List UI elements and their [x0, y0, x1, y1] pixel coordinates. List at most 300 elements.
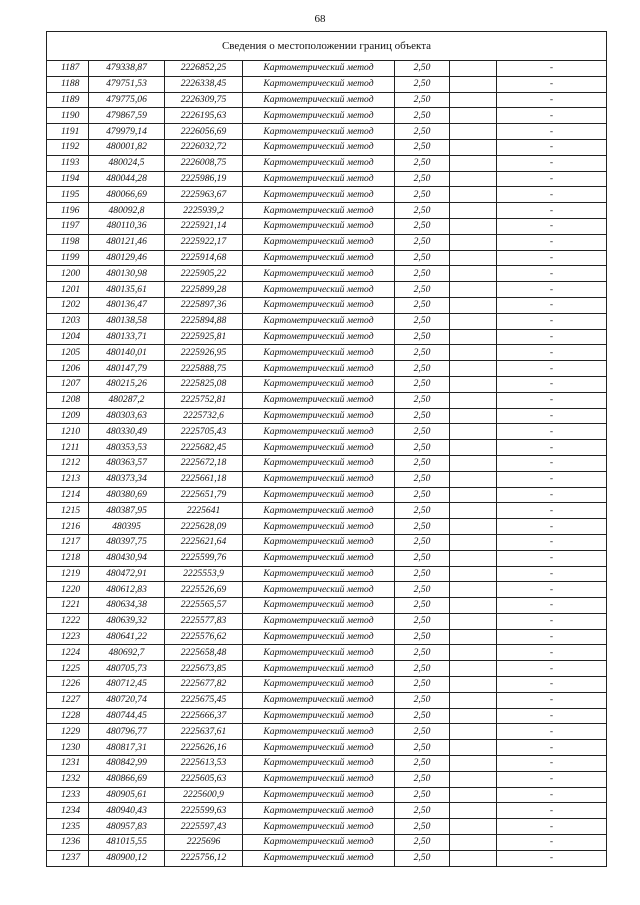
table-cell: -	[497, 361, 607, 377]
table-cell: Картометрический метод	[243, 408, 395, 424]
table-cell: 2225963,67	[165, 187, 243, 203]
table-cell: 479775,06	[89, 92, 165, 108]
table-cell	[450, 139, 497, 155]
table-cell: 480472,91	[89, 566, 165, 582]
table-row	[47, 392, 607, 408]
table-cell: 1195	[47, 187, 89, 203]
table-cell: 1207	[47, 376, 89, 392]
table-cell: Картометрический метод	[243, 203, 395, 219]
table-cell: -	[497, 155, 607, 171]
table-cell: 480380,69	[89, 487, 165, 503]
table-cell: 2,50	[395, 787, 450, 803]
table-cell: 2225673,85	[165, 661, 243, 677]
table-cell: 2,50	[395, 250, 450, 266]
table-cell: 480387,95	[89, 503, 165, 519]
table-cell: 480957,83	[89, 819, 165, 835]
table-cell: 480796,77	[89, 724, 165, 740]
table-cell	[450, 250, 497, 266]
table-cell: -	[497, 203, 607, 219]
table-cell: -	[497, 250, 607, 266]
table-row	[47, 550, 607, 566]
table-cell: 480353,53	[89, 440, 165, 456]
table-cell: -	[497, 819, 607, 835]
table-cell: -	[497, 92, 607, 108]
table-row	[47, 803, 607, 819]
table-cell: 2,50	[395, 108, 450, 124]
table-cell: Картометрический метод	[243, 266, 395, 282]
table-cell: -	[497, 187, 607, 203]
table-cell: 2225682,45	[165, 440, 243, 456]
table-cell: Картометрический метод	[243, 187, 395, 203]
table-cell: 2225641	[165, 503, 243, 519]
table-cell: 480130,98	[89, 266, 165, 282]
table-cell: 2,50	[395, 440, 450, 456]
table-cell: 1212	[47, 455, 89, 471]
table-cell: -	[497, 124, 607, 140]
table-cell: Картометрический метод	[243, 376, 395, 392]
table-cell	[450, 282, 497, 298]
table-cell	[450, 534, 497, 550]
table-cell: 1201	[47, 282, 89, 298]
table-cell: 480044,28	[89, 171, 165, 187]
table-cell: -	[497, 661, 607, 677]
table-cell: Картометрический метод	[243, 692, 395, 708]
table-cell: 1189	[47, 92, 89, 108]
table-cell	[450, 203, 497, 219]
table-row	[47, 329, 607, 345]
table-cell: 2225626,16	[165, 740, 243, 756]
table-cell: 2225621,64	[165, 534, 243, 550]
table-cell: 1223	[47, 629, 89, 645]
table-cell: -	[497, 645, 607, 661]
table-cell: 2,50	[395, 519, 450, 535]
table-cell: Картометрический метод	[243, 677, 395, 693]
table-cell	[450, 361, 497, 377]
table-cell: 480866,69	[89, 771, 165, 787]
table-cell: Картометрический метод	[243, 329, 395, 345]
table-row	[47, 787, 607, 803]
table-cell	[450, 787, 497, 803]
table-cell: 1224	[47, 645, 89, 661]
table-cell: Картометрический метод	[243, 850, 395, 866]
table-cell: 2,50	[395, 677, 450, 693]
table-cell: -	[497, 171, 607, 187]
table-cell: 2,50	[395, 661, 450, 677]
table-cell: 2,50	[395, 835, 450, 851]
table-cell: 2,50	[395, 455, 450, 471]
table-cell: 2226195,63	[165, 108, 243, 124]
table-cell: Картометрический метод	[243, 771, 395, 787]
table-cell: 1231	[47, 756, 89, 772]
table-cell: 2225939,2	[165, 203, 243, 219]
table-row	[47, 234, 607, 250]
table-cell: -	[497, 345, 607, 361]
table-cell: -	[497, 519, 607, 535]
table-cell: -	[497, 471, 607, 487]
table-cell: 2225752,81	[165, 392, 243, 408]
table-cell: Картометрический метод	[243, 613, 395, 629]
table-cell	[450, 108, 497, 124]
table-row	[47, 566, 607, 582]
table-cell: Картометрический метод	[243, 250, 395, 266]
table-cell: -	[497, 708, 607, 724]
table-cell: 480110,36	[89, 218, 165, 234]
table-cell: 2,50	[395, 613, 450, 629]
table-cell: 2,50	[395, 61, 450, 77]
table-cell: 2225677,82	[165, 677, 243, 693]
table-cell: Картометрический метод	[243, 392, 395, 408]
table-row	[47, 661, 607, 677]
table-cell: Картометрический метод	[243, 598, 395, 614]
table-cell: 1226	[47, 677, 89, 693]
table-cell: 2225897,36	[165, 297, 243, 313]
table-cell: 1217	[47, 534, 89, 550]
table-cell: 1202	[47, 297, 89, 313]
table-cell: -	[497, 787, 607, 803]
table-cell	[450, 266, 497, 282]
table-cell: 2225888,75	[165, 361, 243, 377]
table-row	[47, 76, 607, 92]
table-cell: Картометрический метод	[243, 76, 395, 92]
table-cell: 2,50	[395, 155, 450, 171]
table-row	[47, 471, 607, 487]
table-cell	[450, 613, 497, 629]
table-cell: 1237	[47, 850, 89, 866]
table-cell: 2225696	[165, 835, 243, 851]
table-cell: 2,50	[395, 803, 450, 819]
table-row	[47, 250, 607, 266]
table-cell: 2225605,63	[165, 771, 243, 787]
table-cell	[450, 408, 497, 424]
table-cell	[450, 440, 497, 456]
table-cell: 2225926,95	[165, 345, 243, 361]
table-cell: 2,50	[395, 598, 450, 614]
table-cell: 1216	[47, 519, 89, 535]
table-cell: Картометрический метод	[243, 297, 395, 313]
table-cell: Картометрический метод	[243, 345, 395, 361]
table-cell: 1199	[47, 250, 89, 266]
table-cell: 2,50	[395, 566, 450, 582]
table-cell: 480066,69	[89, 187, 165, 203]
table-cell: Картометрический метод	[243, 361, 395, 377]
table-cell: 480639,32	[89, 613, 165, 629]
table-row	[47, 408, 607, 424]
table-cell	[450, 582, 497, 598]
table-row	[47, 613, 607, 629]
table-cell: 1214	[47, 487, 89, 503]
table-cell: Картометрический метод	[243, 661, 395, 677]
table-row	[47, 582, 607, 598]
table-cell: Картометрический метод	[243, 740, 395, 756]
table-cell: 1230	[47, 740, 89, 756]
table-cell: 480612,83	[89, 582, 165, 598]
table-cell	[450, 297, 497, 313]
table-cell: 480024,5	[89, 155, 165, 171]
table-cell: 2226338,45	[165, 76, 243, 92]
table-cell: Картометрический метод	[243, 503, 395, 519]
table-cell: -	[497, 803, 607, 819]
table-cell: 2225825,08	[165, 376, 243, 392]
table-cell	[450, 455, 497, 471]
table-cell: -	[497, 234, 607, 250]
table-cell: 2,50	[395, 471, 450, 487]
table-cell: 2226008,75	[165, 155, 243, 171]
table-row	[47, 313, 607, 329]
table-cell: 2,50	[395, 424, 450, 440]
table-title-row	[47, 32, 607, 61]
table-row	[47, 187, 607, 203]
table-cell: Картометрический метод	[243, 218, 395, 234]
table-cell: 1188	[47, 76, 89, 92]
table-row	[47, 487, 607, 503]
table-cell: -	[497, 297, 607, 313]
table-cell	[450, 708, 497, 724]
table-row	[47, 297, 607, 313]
table-cell: -	[497, 313, 607, 329]
table-cell: 1232	[47, 771, 89, 787]
table-cell: Картометрический метод	[243, 724, 395, 740]
table-cell: 2225553,9	[165, 566, 243, 582]
table-cell	[450, 171, 497, 187]
table-row	[47, 203, 607, 219]
table-row	[47, 266, 607, 282]
table-row	[47, 282, 607, 298]
table-cell	[450, 819, 497, 835]
table-cell: 2,50	[395, 234, 450, 250]
table-cell: 2,50	[395, 139, 450, 155]
table-row	[47, 92, 607, 108]
table-cell	[450, 124, 497, 140]
table-cell: 1205	[47, 345, 89, 361]
table-cell	[450, 487, 497, 503]
table-cell: 2225675,45	[165, 692, 243, 708]
table-row	[47, 835, 607, 851]
table-cell: 2225925,81	[165, 329, 243, 345]
table-cell: -	[497, 440, 607, 456]
table-cell: 2,50	[395, 692, 450, 708]
table-cell: 1206	[47, 361, 89, 377]
table-cell: 480817,31	[89, 740, 165, 756]
table-cell: 2225666,37	[165, 708, 243, 724]
table-cell: 2,50	[395, 282, 450, 298]
table-row	[47, 850, 607, 866]
table-cell: 1228	[47, 708, 89, 724]
table-cell: Картометрический метод	[243, 519, 395, 535]
table-cell: 1227	[47, 692, 89, 708]
table-cell: -	[497, 692, 607, 708]
table-cell: 2225597,43	[165, 819, 243, 835]
table-cell: 480634,38	[89, 598, 165, 614]
table-cell: Картометрический метод	[243, 708, 395, 724]
table-cell: -	[497, 376, 607, 392]
table-row	[47, 155, 607, 171]
table-cell: -	[497, 392, 607, 408]
table-cell: 1204	[47, 329, 89, 345]
table-cell: Картометрический метод	[243, 629, 395, 645]
table-cell: 480001,82	[89, 139, 165, 155]
table-cell: 2226056,69	[165, 124, 243, 140]
table-cell: 1218	[47, 550, 89, 566]
table-cell	[450, 61, 497, 77]
table-row	[47, 503, 607, 519]
table-cell: 2,50	[395, 771, 450, 787]
table-row	[47, 455, 607, 471]
page-number: 68	[314, 13, 326, 25]
table-cell: -	[497, 408, 607, 424]
table-row	[47, 724, 607, 740]
table-cell: 480641,22	[89, 629, 165, 645]
table-cell: -	[497, 503, 607, 519]
table-cell: Картометрический метод	[243, 108, 395, 124]
table-cell: 2,50	[395, 708, 450, 724]
table-cell: -	[497, 108, 607, 124]
table-cell: 1209	[47, 408, 89, 424]
table-row	[47, 740, 607, 756]
table-cell: 2225914,68	[165, 250, 243, 266]
table-cell: 2,50	[395, 329, 450, 345]
table-cell: 480720,74	[89, 692, 165, 708]
table-cell: Картометрический метод	[243, 61, 395, 77]
table-cell: 2225756,12	[165, 850, 243, 866]
table-cell: Картометрический метод	[243, 645, 395, 661]
table-cell: -	[497, 724, 607, 740]
table-cell: 2225672,18	[165, 455, 243, 471]
table-cell: 2,50	[395, 629, 450, 645]
table-cell: 2,50	[395, 266, 450, 282]
table-cell: -	[497, 61, 607, 77]
table-cell: 479867,59	[89, 108, 165, 124]
table-row	[47, 819, 607, 835]
table-cell: 1200	[47, 266, 89, 282]
table-cell: 2,50	[395, 503, 450, 519]
table-cell: 2,50	[395, 361, 450, 377]
table-cell: 1213	[47, 471, 89, 487]
table-cell: -	[497, 487, 607, 503]
table-cell: 2,50	[395, 92, 450, 108]
table-cell: 480397,75	[89, 534, 165, 550]
table-cell: 2,50	[395, 392, 450, 408]
table-cell: Картометрический метод	[243, 171, 395, 187]
table-cell: 1233	[47, 787, 89, 803]
table-row	[47, 629, 607, 645]
table-cell: 2225576,62	[165, 629, 243, 645]
table-row	[47, 171, 607, 187]
table-cell: 480215,26	[89, 376, 165, 392]
table-cell: -	[497, 282, 607, 298]
table-cell: Картометрический метод	[243, 819, 395, 835]
table-cell	[450, 629, 497, 645]
table-cell	[450, 424, 497, 440]
table-cell	[450, 645, 497, 661]
table-cell: 1190	[47, 108, 89, 124]
table-cell: 480900,12	[89, 850, 165, 866]
table-cell	[450, 234, 497, 250]
table-cell: 480136,47	[89, 297, 165, 313]
table-cell: 2,50	[395, 218, 450, 234]
table-cell	[450, 376, 497, 392]
table-cell: 1192	[47, 139, 89, 155]
table-cell: 2225705,43	[165, 424, 243, 440]
table-cell: Картометрический метод	[243, 487, 395, 503]
table-cell: 2225658,48	[165, 645, 243, 661]
table-cell: Картометрический метод	[243, 566, 395, 582]
table-cell: -	[497, 598, 607, 614]
table-cell: 2,50	[395, 724, 450, 740]
table-cell: 480705,73	[89, 661, 165, 677]
table-cell: Картометрический метод	[243, 471, 395, 487]
table-cell: -	[497, 613, 607, 629]
table-cell: -	[497, 550, 607, 566]
table-row	[47, 692, 607, 708]
table-cell: 2226852,25	[165, 61, 243, 77]
table-cell: 2,50	[395, 740, 450, 756]
table-cell	[450, 503, 497, 519]
table-cell	[450, 803, 497, 819]
table-cell: 481015,55	[89, 835, 165, 851]
table-row	[47, 534, 607, 550]
table-cell: 480092,8	[89, 203, 165, 219]
table-cell	[450, 677, 497, 693]
table-cell: -	[497, 218, 607, 234]
table-cell: 480363,57	[89, 455, 165, 471]
table-cell: Картометрический метод	[243, 92, 395, 108]
table-row	[47, 124, 607, 140]
table-cell: 480135,61	[89, 282, 165, 298]
table-cell: Картометрический метод	[243, 440, 395, 456]
table-cell: 2,50	[395, 171, 450, 187]
table-cell	[450, 519, 497, 535]
table-cell: 1215	[47, 503, 89, 519]
table-cell: 1191	[47, 124, 89, 140]
table-cell: -	[497, 629, 607, 645]
table-cell: 2,50	[395, 345, 450, 361]
table-cell: 1235	[47, 819, 89, 835]
table-row	[47, 139, 607, 155]
table-cell: 2,50	[395, 850, 450, 866]
table-cell: Картометрический метод	[243, 424, 395, 440]
table-cell: 480121,46	[89, 234, 165, 250]
table-cell: 2,50	[395, 534, 450, 550]
table-cell: 2225986,19	[165, 171, 243, 187]
table-cell: 480133,71	[89, 329, 165, 345]
table-cell: 1229	[47, 724, 89, 740]
table-cell: 480330,49	[89, 424, 165, 440]
table-cell	[450, 756, 497, 772]
table-cell: Картометрический метод	[243, 803, 395, 819]
table-cell: -	[497, 740, 607, 756]
table-cell	[450, 740, 497, 756]
table-cell: 1220	[47, 582, 89, 598]
table-cell: -	[497, 771, 607, 787]
table-cell: 1187	[47, 61, 89, 77]
table-cell: Картометрический метод	[243, 124, 395, 140]
table-cell: 480430,94	[89, 550, 165, 566]
table-cell: 2,50	[395, 124, 450, 140]
table-cell: -	[497, 835, 607, 851]
table-cell	[450, 329, 497, 345]
table-row	[47, 645, 607, 661]
table-cell: -	[497, 566, 607, 582]
table-cell: 2225922,17	[165, 234, 243, 250]
table-cell: Картометрический метод	[243, 234, 395, 250]
table-cell: Картометрический метод	[243, 582, 395, 598]
table-row	[47, 345, 607, 361]
table-cell: 479751,53	[89, 76, 165, 92]
table-row	[47, 519, 607, 535]
table-cell: -	[497, 424, 607, 440]
table-cell: Картометрический метод	[243, 756, 395, 772]
table-cell: Картометрический метод	[243, 787, 395, 803]
